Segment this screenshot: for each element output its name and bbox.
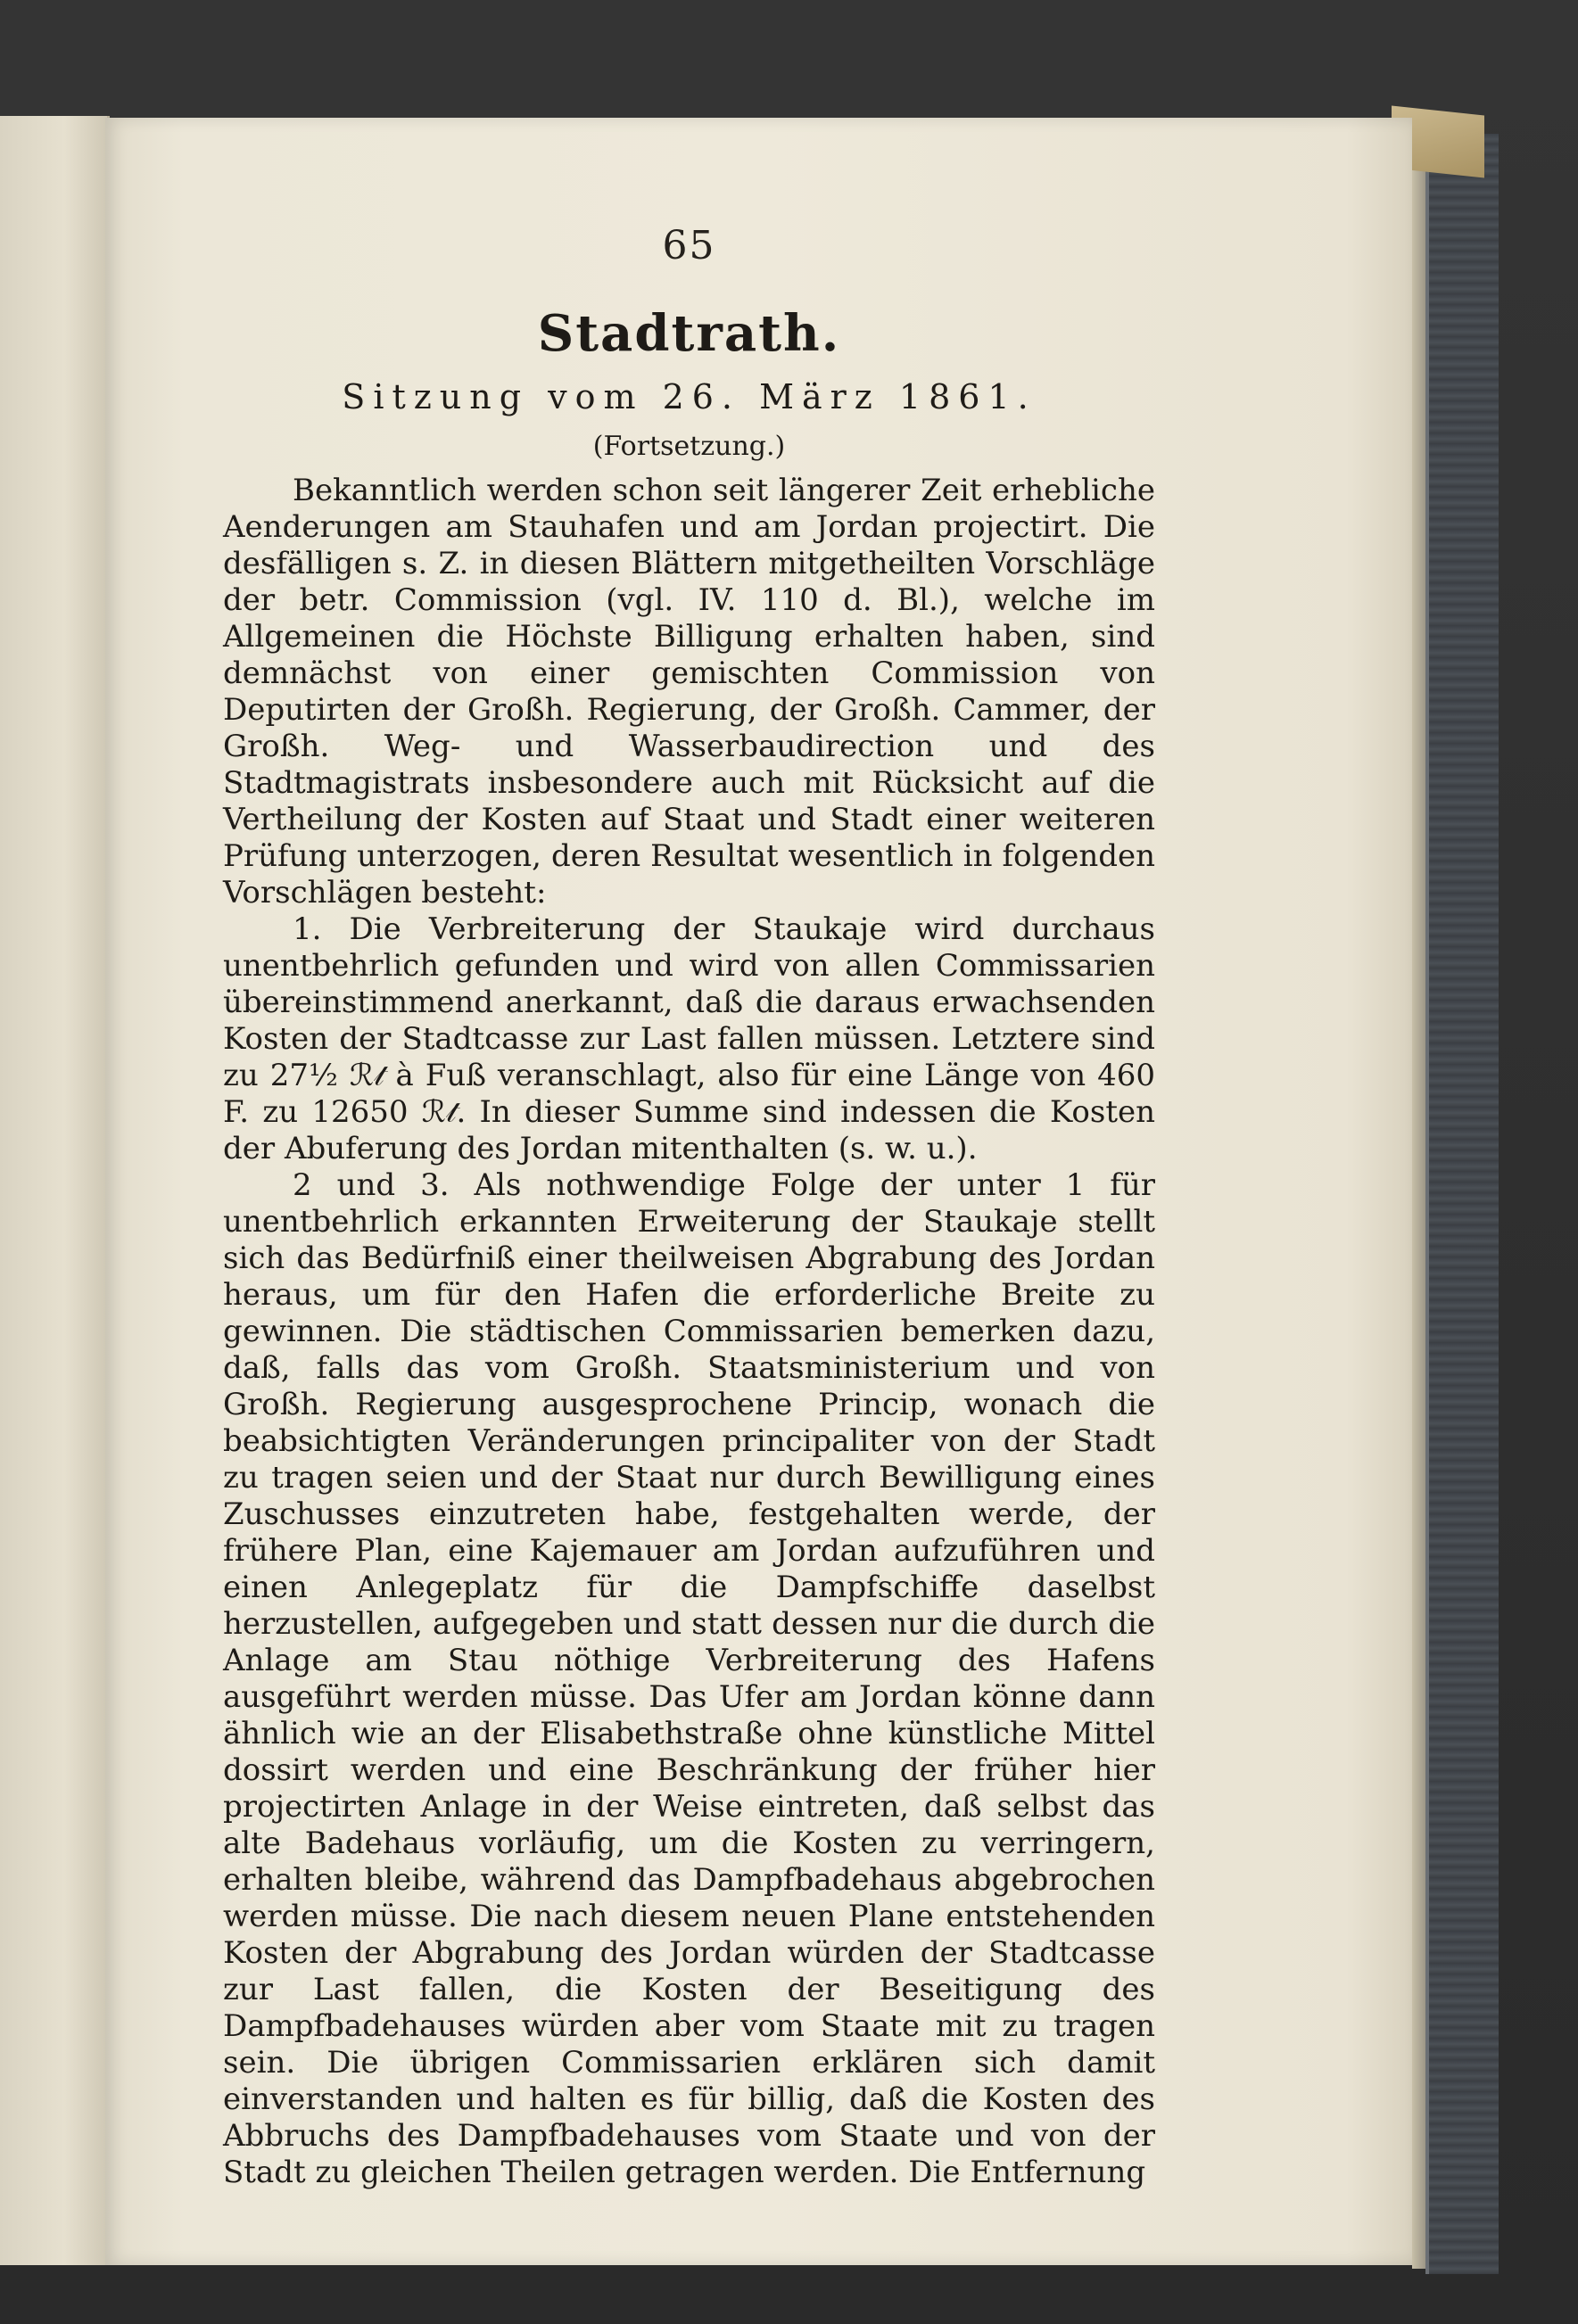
paragraph-item-2-3: 2 und 3. Als nothwendige Folge der unter 1 für unentbehrlich erkannten Erweiterung der Staukaje stellt sich das Bedürfniß einer theilweisen Abgrabung des Jordan heraus, um für den Hafen die erforderliche Breite zu gewinnen. Die städtischen Commissarien bemerken dazu, daß, falls das vom Großh. Staatsministerium und von Großh. Regierung ausgesprochene Princip, wonach die beabsichtigten Veränderungen principaliter von der Stadt zu tragen seien und der Staat nur durch Bewilligung eines Zuschusses einzutreten habe, festgehalten werde, der frühere Plan, eine Kajemauer am Jordan aufzuführen und einen Anlegeplatz für die Dampfschiffe daselbst herzustellen, aufgegeben und statt dessen nur die durch die Anlage am Stau nöthige Verbreiterung des Hafens ausgeführt werden müsse. Das Ufer am Jordan könne dann ähnlich wie an der Elisabethstraße ohne künstliche Mittel dossirt werden und eine Beschränkung der früher hier projectirten Anlage in der Weise eintreten, daß selbst das alte Badehaus vorläufig, um die Kosten zu verringern, erhalten bleibe, während das Dampfbadehaus abgebrochen werden müsse. Die nach diesem neuen Plane entstehenden Kosten der Abgrabung des Jordan würden der Stadtcasse zur Last fallen, die Kosten der Beseitigung des Dampfbadehauses würden aber vom Staate mit zu tragen sein. Die übrigen Commissarien erklären sich damit einverstanden und halten es für billig, daß die Kosten des Abbruchs des Dampfbadehauses vom Staate und von der Stadt zu gleichen Theilen getragen werden. Die Entfernung <box>223 1167 1155 2190</box>
page-number: 65 <box>662 223 716 268</box>
left-page-edge <box>0 116 110 2265</box>
continued-note: (Fortsetzung.) <box>592 431 786 462</box>
paragraph-intro: Bekanntlich werden schon seit längerer Zeit erhebliche Aenderungen am Stauhafen und am Jordan projectirt. Die desfälligen s. Z. in diesen Blättern mitgetheilten Vorschläge der betr. Commission (vgl. IV. 110 d. Bl.), welche im Allgemeinen die Höchste Billigung erhalten haben, sind demnächst von einer gemischten Commission von Deputirten der Großh. Regierung, der Großh. Cammer, der Großh. Weg- und Wasserbaudirection und des Stadtmagistrats insbesondere auch mit Rücksicht auf die Vertheilung der Kosten auf Staat und Stadt einer weiteren Prüfung unterzogen, deren Resultat wesentlich in folgenden Vorschlägen besteht: <box>223 473 1155 911</box>
session-heading: Sitzung vom 26. März 1861. <box>342 377 1037 416</box>
book-cover-edge <box>1425 134 1499 2274</box>
page-content <box>223 223 1155 2191</box>
section-title: Stadtrath. <box>537 304 841 363</box>
paragraph-item-1: 1. Die Verbreiterung der Staukaje wird durchaus unentbehrlich gefunden und wird von allen Commissarien übereinstimmend anerkannt, daß die daraus erwachsenden Kosten der Stadtcasse zur Last fallen müssen. Letztere sind zu 27½ ℛ𝓉 à Fuß veranschlagt, also für eine Länge von 460 F. zu 12650 ℛ𝓉. In dieser Summe sind indessen die Kosten der Abuferung des Jordan mitenthalten (s. w. u.). <box>223 911 1155 1166</box>
